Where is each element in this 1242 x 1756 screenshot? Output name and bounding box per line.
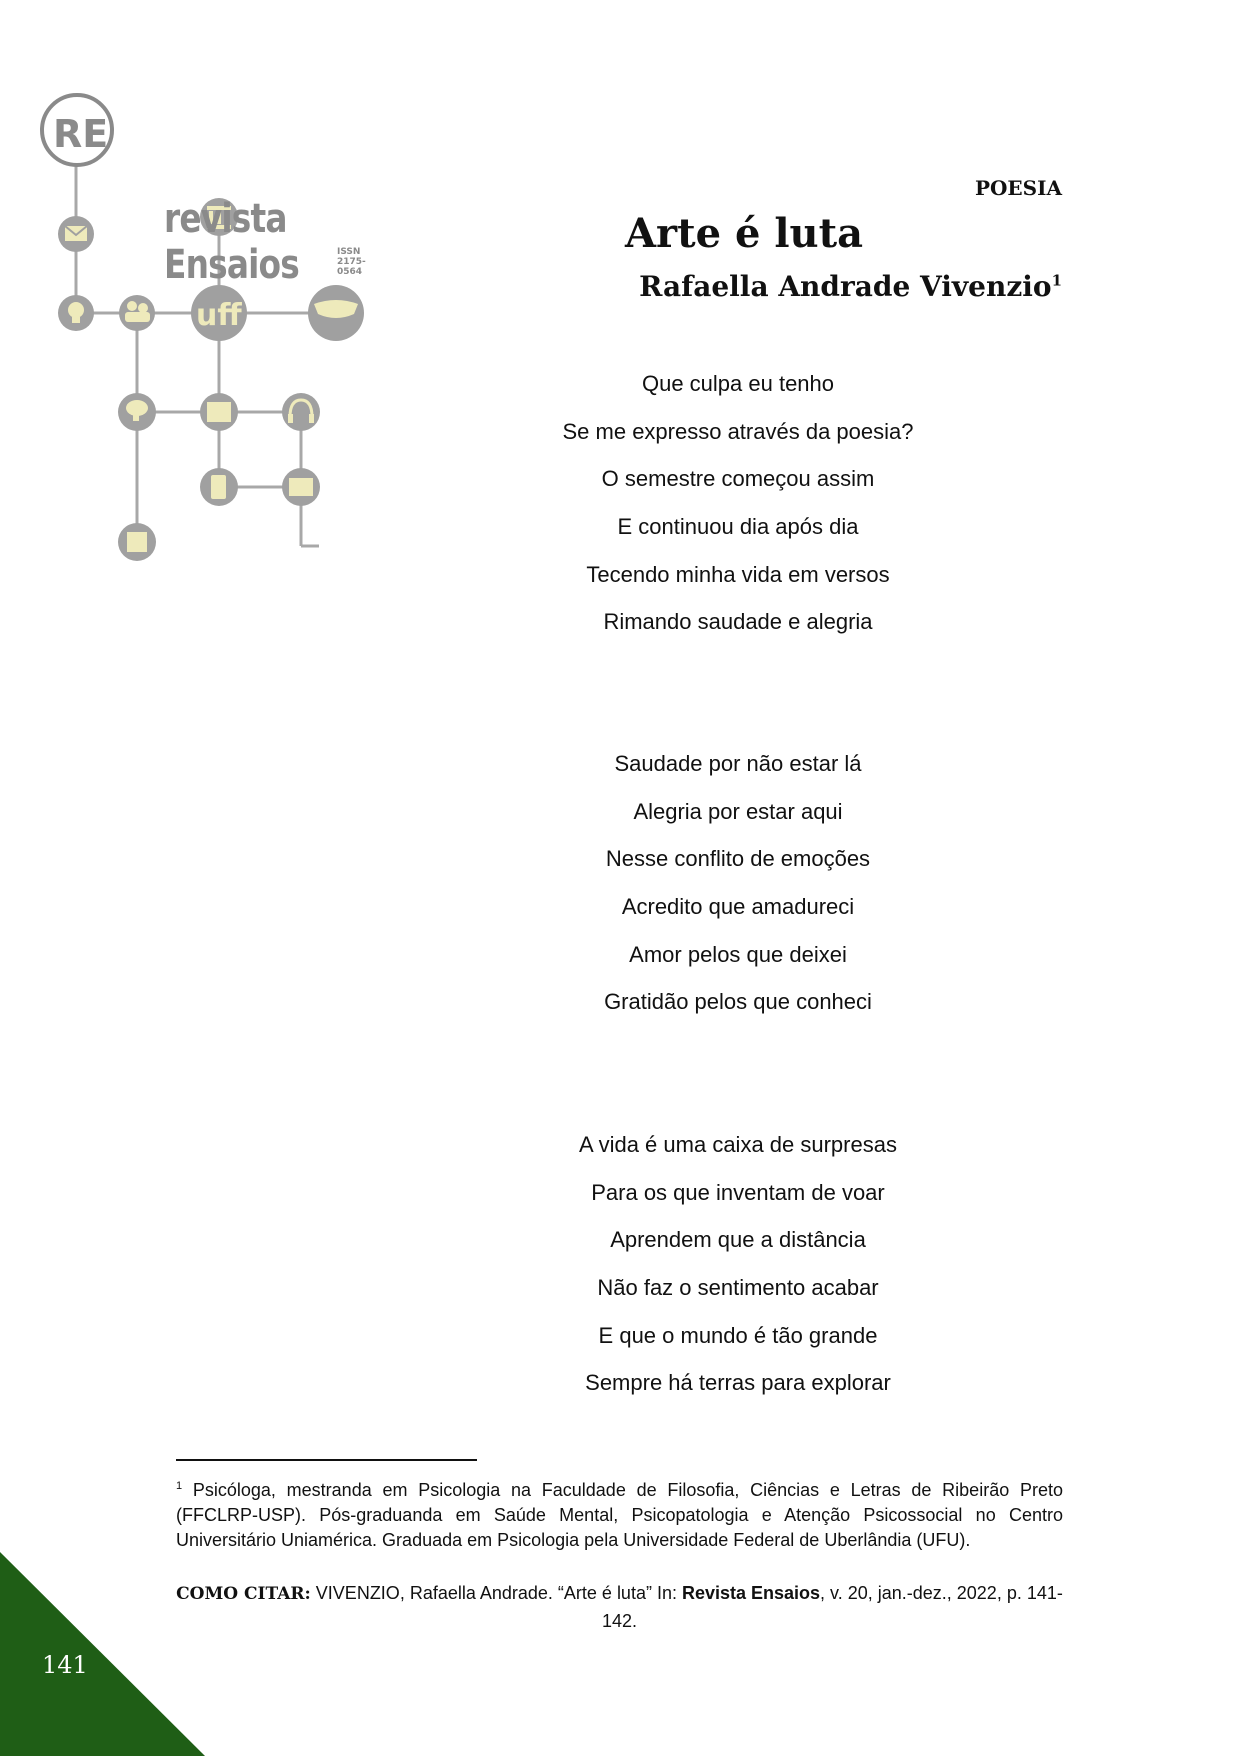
tablet-icon [211, 475, 226, 499]
journal-logo [36, 92, 376, 572]
poem-line: Tecendo minha vida em versos [586, 561, 890, 587]
poem-line: Nesse conflito de emoções [605, 846, 871, 872]
poem-line: O semestre começou assim [601, 466, 875, 492]
citation [176, 1580, 1063, 1635]
section-label: POESIA [974, 176, 1062, 200]
author-line [639, 270, 1062, 303]
footnote [176, 1474, 1063, 1553]
stanza-1 [538, 360, 938, 646]
poem-line: Para os que inventam de voar [591, 1179, 885, 1205]
book-icon [289, 478, 313, 496]
document-icon [127, 532, 147, 552]
poem-line: E que o mundo é tão grande [598, 1322, 878, 1348]
poem-line: A vida é uma caixa de surpresas [579, 1132, 897, 1157]
issn: ISSN 2175-0564 [337, 247, 366, 277]
chat-icon [126, 400, 148, 416]
poem-line: E continuou dia após dia [617, 514, 859, 540]
article-title: Arte é luta [625, 210, 864, 257]
author-name: Rafaella Andrade Vivenzio [639, 270, 1052, 303]
lightbulb-icon [68, 302, 84, 318]
footnote-divider [176, 1459, 477, 1461]
journal-name: revista Ensaios [164, 196, 299, 288]
poem-line: Não faz o sentimento acabar [597, 1275, 879, 1301]
citation-label: COMO CITAR: [176, 1584, 311, 1604]
footnote-marker: 1 [176, 1480, 183, 1492]
logo-monogram: RE [53, 112, 109, 156]
footnote-ref[interactable]: 1 [1051, 271, 1062, 290]
page-corner-triangle [0, 1552, 205, 1756]
page-number: 141 [42, 1651, 88, 1679]
logo-graphic [36, 92, 376, 572]
citation-text-1: VIVENZIO, Rafaella Andrade. “Arte é luta” In: [310, 1583, 682, 1603]
footnote-text: Psicóloga, mestranda em Psicologia na Faculdade de Filosofia, Ciências e Letras de Ribeirão Preto (FFCLRP-USP). Pós-graduanda em Saúde Mental, Psicopatologia e Atenção Psicossocial no Centro Universitário Uniamérica. Graduada em Psicologia pela Universidade Federal de Uberlândia (UFU). [176, 1480, 1063, 1550]
poem-line: Gratidão pelos que conheci [604, 989, 872, 1015]
screen-icon [207, 402, 231, 422]
poem-line: Alegria por estar aqui [633, 798, 843, 824]
stanza-3 [538, 1121, 938, 1407]
poem-line: Aprendem que a distância [610, 1227, 866, 1253]
poem-line: Rimando saudade e alegria [603, 609, 873, 635]
citation-journal: Revista Ensaios [681, 1583, 821, 1603]
poem-line: Saudade por não estar lá [614, 751, 862, 776]
poem-line: Que culpa eu tenho [641, 371, 835, 396]
citation-text-2: , v. 20, jan.-dez., 2022, p. 141-142. [601, 1583, 1063, 1631]
poem-line: Acredito que amadureci [621, 894, 855, 920]
poem-line: Sempre há terras para explorar [585, 1370, 891, 1396]
stanza-2 [538, 740, 938, 1026]
people-icon [127, 301, 137, 311]
poem-line: Amor pelos que deixei [629, 941, 847, 967]
uff-text: uff [196, 298, 242, 333]
poem-line: Se me expresso através da poesia? [562, 418, 914, 444]
